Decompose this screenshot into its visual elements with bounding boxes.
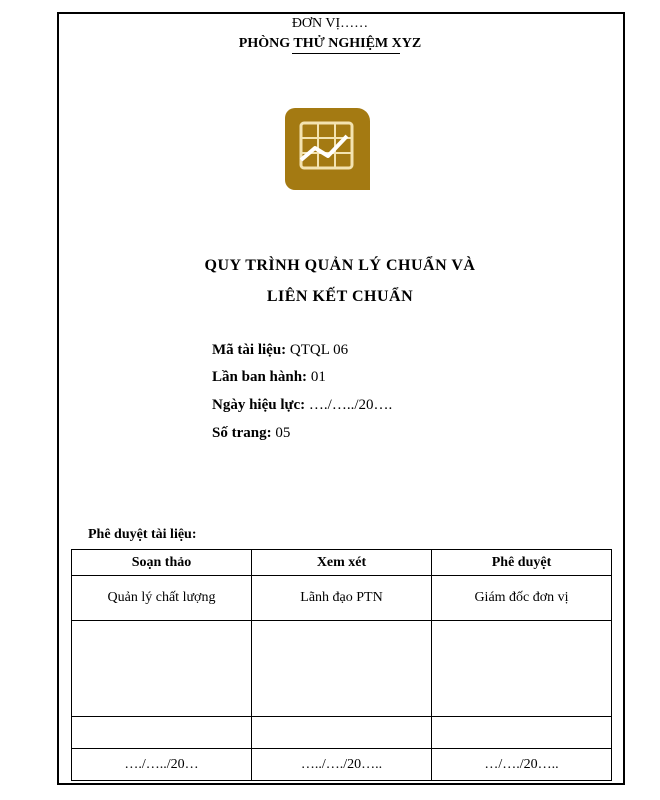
info-label: Lần ban hành: [212, 369, 308, 385]
info-value: …./…../20…. [305, 397, 393, 413]
info-value: 05 [271, 425, 291, 441]
date-cell: …./…../20… [72, 749, 252, 781]
table-header-row [72, 550, 612, 576]
role-cell: Lãnh đạo PTN [252, 576, 432, 621]
signature-cell [432, 621, 612, 717]
document-title-line-2: LIÊN KẾT CHUẨN [266, 288, 414, 305]
name-cell [72, 717, 252, 749]
table-row-names [72, 717, 612, 749]
info-label: Ngày hiệu lực: [212, 397, 306, 413]
role-cell: Quản lý chất lượng [72, 576, 252, 621]
info-document-code [212, 342, 348, 359]
approval-label: Phê duyệt tài liệu: [88, 527, 197, 542]
lab-name: PHÒNG THỬ NGHIỆM XYZ [238, 36, 422, 51]
signature-cell [252, 621, 432, 717]
header-underline [292, 53, 400, 54]
chart-logo-icon [285, 108, 370, 190]
table-row-signatures [72, 621, 612, 717]
name-cell [432, 717, 612, 749]
info-value: 01 [307, 369, 326, 385]
document-title-line-1: QUY TRÌNH QUẢN LÝ CHUẨN VÀ [204, 257, 476, 274]
table-row-dates [72, 749, 612, 781]
info-value: QTQL 06 [286, 342, 349, 358]
info-page-count [212, 425, 290, 442]
column-header-draft: Soạn thảo [72, 550, 252, 576]
date-cell: …/…./20….. [432, 749, 612, 781]
info-label: Mã tài liệu: [212, 342, 287, 358]
name-cell [252, 717, 432, 749]
info-issue-number [212, 369, 326, 386]
column-header-approve: Phê duyệt [432, 550, 612, 576]
signature-cell [72, 621, 252, 717]
info-label: Số trang: [212, 425, 272, 441]
role-cell: Giám đốc đơn vị [432, 576, 612, 621]
table-row-roles [72, 576, 612, 621]
approval-table [71, 549, 612, 781]
unit-name: ĐƠN VỊ…… [291, 16, 369, 31]
info-effective-date [212, 397, 392, 414]
date-cell: …../…./20….. [252, 749, 432, 781]
column-header-review: Xem xét [252, 550, 432, 576]
